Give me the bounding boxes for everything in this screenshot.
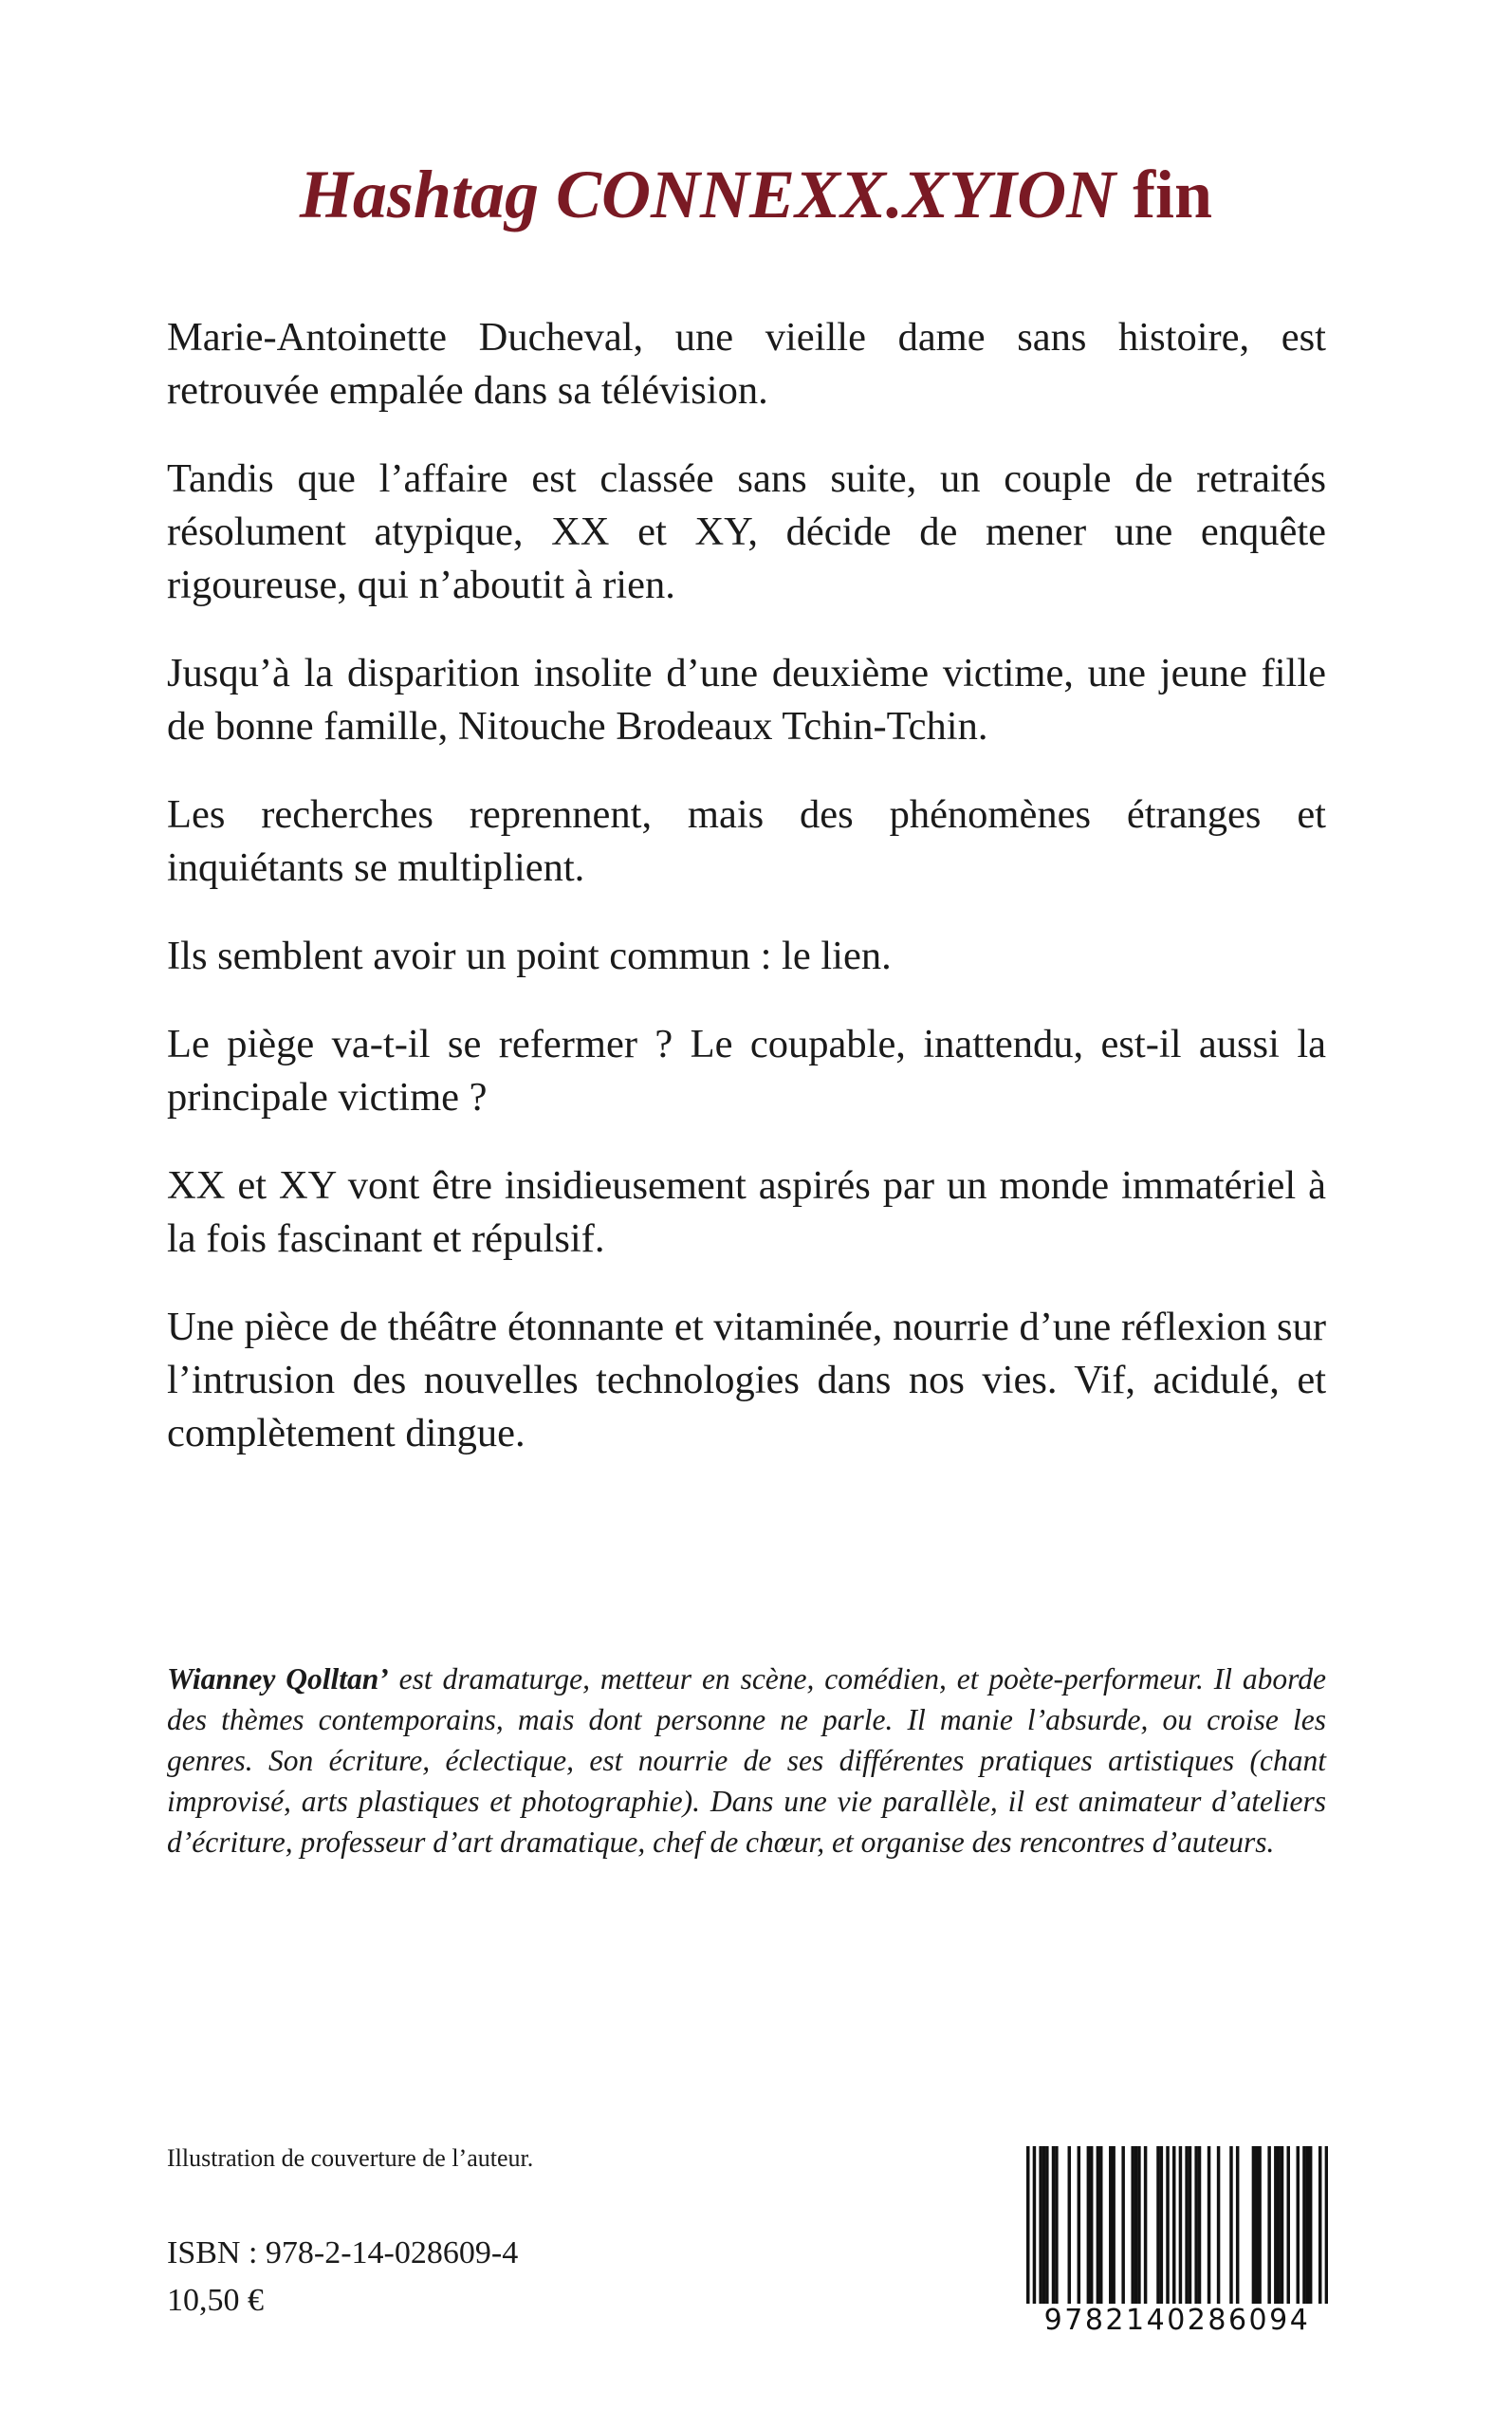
- barcode-bar: [1194, 2146, 1198, 2304]
- synopsis-paragraph: Une pièce de théâtre étonnante et vitaminée, nourrie d’une réflexion sur l’intrusion des nouvelles technologies dans nos vies. Vif, acidulé, et complètement dingue.: [167, 1305, 1326, 1455]
- barcode-bar: [1252, 2146, 1256, 2304]
- barcode-bar: [1055, 2146, 1059, 2304]
- barcode-number: 9782140286094: [1043, 2304, 1311, 2337]
- illustration-credit: Illustration de couverture de l’auteur.: [167, 2144, 534, 2172]
- barcode-bar: [1097, 2146, 1100, 2304]
- barcode-bar: [1297, 2146, 1300, 2304]
- book-title-main: Hashtag CONNEXX.XYION: [299, 157, 1116, 233]
- barcode-bar: [1236, 2146, 1240, 2304]
- barcode-bar: [1229, 2146, 1233, 2304]
- barcode: [1026, 2146, 1328, 2339]
- barcode-bar: [1281, 2146, 1284, 2304]
- price: 10,50 €: [167, 2283, 264, 2318]
- barcode-bar: [1033, 2146, 1037, 2304]
- barcode-bar: [1258, 2146, 1262, 2304]
- barcode-bar: [1255, 2146, 1259, 2304]
- barcode-bar: [1306, 2146, 1310, 2304]
- barcode-bar: [1166, 2146, 1170, 2304]
- barcode-bar: [1112, 2146, 1116, 2304]
- barcode-bar: [1078, 2146, 1081, 2304]
- barcode-bar: [1109, 2146, 1113, 2304]
- barcode-bar: [1274, 2146, 1278, 2304]
- synopsis-paragraph: Marie-Antoinette Ducheval, une vieille dame sans histoire, est retrouvée empalée dans sa télévision.: [167, 315, 1326, 413]
- barcode-bar: [1156, 2146, 1160, 2304]
- barcode-bar: [1026, 2146, 1030, 2304]
- barcode-bar: [1039, 2146, 1042, 2304]
- barcode-bar: [1217, 2146, 1221, 2304]
- synopsis-paragraph: Le piège va-t-il se refermer ? Le coupable, inattendu, est-il aussi la principale victime ?: [167, 1022, 1326, 1120]
- barcode-bar: [1045, 2146, 1049, 2304]
- barcode-bar: [1137, 2146, 1141, 2304]
- barcode-bar: [1052, 2146, 1056, 2304]
- isbn: ISBN : 978-2-14-028609-4: [167, 2235, 519, 2270]
- barcode-bar: [1160, 2146, 1164, 2304]
- barcode-bar: [1099, 2146, 1103, 2304]
- barcode-bar: [1302, 2146, 1306, 2304]
- synopsis-paragraph: Les recherches reprennent, mais des phénomènes étranges et inquiétants se multiplient.: [167, 792, 1326, 890]
- barcode-bar: [1208, 2146, 1211, 2304]
- barcode-bar: [1134, 2146, 1138, 2304]
- barcode-bar: [1179, 2146, 1183, 2304]
- book-title: [0, 158, 1512, 232]
- barcode-bar: [1309, 2146, 1313, 2304]
- barcode-bar: [1068, 2146, 1072, 2304]
- barcode-bar: [1286, 2146, 1290, 2304]
- synopsis: [167, 311, 1326, 1495]
- barcode-bar: [1318, 2146, 1322, 2304]
- barcode-bar: [1144, 2146, 1148, 2304]
- synopsis-paragraph: Ils semblent avoir un point commun : le lien.: [167, 934, 892, 978]
- barcode-bar: [1121, 2146, 1125, 2304]
- barcode-bar: [1185, 2146, 1189, 2304]
- book-title-suffix: fin: [1133, 157, 1213, 233]
- barcode-bar: [1090, 2146, 1094, 2304]
- barcode-icon: [1026, 2146, 1328, 2304]
- author-name: Wianney Qolltan’: [167, 1662, 389, 1696]
- author-bio: [167, 1659, 1326, 1862]
- barcode-bar: [1325, 2146, 1328, 2304]
- author-bio-text: est dramaturge, metteur en scène, comédien, et poète-performeur. Il aborde des thèmes contemporains, mais dont personne ne parle. Il manie l’absurde, ou croise les genres. Son écriture, éclectique, est nourrie de ses différentes pratiques artistiques (chant improvisé, arts plastiques et photographie). Dans une vie parallèle, il est animateur d’ateliers d’écriture, professeur d’art dramatique, chef de chœur, et organise des rencontres d’auteurs.: [167, 1662, 1327, 1859]
- barcode-bar: [1087, 2146, 1091, 2304]
- barcode-bar: [1189, 2146, 1192, 2304]
- barcode-bar: [1198, 2146, 1202, 2304]
- synopsis-paragraph: Tandis que l’affaire est classée sans suite, un couple de retraités résolument atypique, XX et XY, décide de mener une enquête rigoureuse, qui n’aboutit à rien.: [167, 456, 1326, 607]
- barcode-bar: [1131, 2146, 1134, 2304]
- barcode-bar: [1267, 2146, 1271, 2304]
- synopsis-paragraph: Jusqu’à la disparition insolite d’une deuxième victime, une jeune fille de bonne famille, Nitouche Brodeaux Tchin-Tchin.: [167, 651, 1326, 749]
- barcode-bar: [1042, 2146, 1046, 2304]
- barcode-bar: [1277, 2146, 1281, 2304]
- barcode-bar: [1172, 2146, 1176, 2304]
- synopsis-paragraph: XX et XY vont être insidieusement aspirés par un monde immatériel à la fois fascinant et répulsif.: [167, 1163, 1326, 1261]
